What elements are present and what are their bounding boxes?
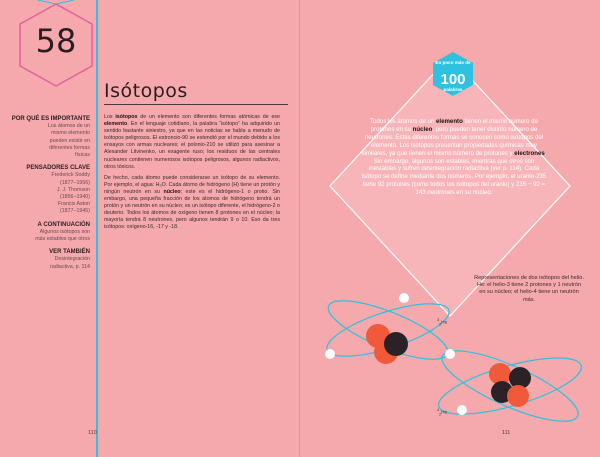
paragraph-2: De hecho, cada átomo puede considerarse un isótopo de su elemento. Por ejemplo, el agua: H₂O. Cada átomo de hidrógeno (H) tiene un protón y ningún neutrón en su núcleo; este es el hidrógeno-1 o protio. Sin embargo, una pequeña fracción de los átomos de hidrógeno tendrá un protón y un neutrón en su núcleo; es un isótopo diferente, el hidrógeno-2 o deuterio. Todos los átomos de oxígeno tienen 8 protones en el núcleo; la mayoría tendrá 8 neutrones, pero algunos tendrán 9 o 10. Eso da tres isótopos: oxígeno-16, -17 y -18. [104,174,280,231]
sidebar-line: Desintegración [54,256,90,263]
proton-icon [507,385,529,407]
electron-icon [325,349,335,359]
sidebar-line: Los átomos de un [47,123,90,130]
electron-icon [445,349,455,359]
sidebar-line: físicas [74,152,90,159]
title-divider [104,104,288,105]
sidebar-line: radiactiva, p. 114 [50,263,90,270]
accent-bar [96,0,98,457]
sidebar-line: Frederick Soddy [51,172,90,179]
neutron-icon [384,332,408,356]
sidebar-line: diferentes formas [49,144,90,151]
page-number-right: 111 [502,430,511,436]
chapter-number: 58 [35,22,77,60]
helium-3-atom [322,289,455,370]
helium-4-atom [433,338,586,435]
electron-icon [457,405,467,415]
badge-bottom-text: palabras [443,87,463,92]
helium-3-label: $^3_2$He [437,318,448,327]
sidebar-line: pueden existir en [49,137,90,144]
sidebar-line: mismo elemento [51,130,90,137]
sidebar-line: Algunos isótopos son [39,228,90,235]
sidebar-heading-thinkers: PENSADORES CLAVE [26,165,90,172]
page-title: Isótopos [104,80,188,102]
badge-number: 100 [440,71,466,88]
sidebar [8,116,90,271]
helium-4-label: $^4_2$He [437,408,448,417]
isotope-illustration [300,0,600,457]
electron-icon [399,293,409,303]
sidebar-line: (1856–1940) [59,194,90,201]
paragraph-1: Los isótopos de un elemento son diferentes formas atómicas de ese elemento. En el lenguaje cotidiano, la palabra “isótopo” ha adquirido un sentido bastante siniestro, ya que en las noticias se habla a menudo de isótopos peligrosos. El estroncio-90 se extendió por el mundo debido a los ensayos con armas nucleares; el polonio-210 se utilizó para asesinar a Alexander Litvinenko, un exagente ruso; los residuos de las centrales nucleares contienen numerosos isótopos peligrosos, algunos radiactivos, otros tóxicos. [104,114,280,170]
article-body [104,114,280,236]
sidebar-line: (1877–1956) [59,179,90,186]
summary-text: Todos los átomos de un elemento tienen el mismo número de protones en su núcleo, pero pueden tener distinto número de neutrones. Estas diferentes formas se conocen como isótopos del elemento. Los isótopos presentan propiedades químicas muy similares, ya que tienen el mismo número de protones y electrones. Sin embargo, algunos son estables, mientras que otros son inestables y sufren desintegración radiactiva (ver p. 114). Cada isótopo se define mediante dos números. Por ejemplo, el uranio-235 tiene 92 protones (como todos los isótopos del uranio) y 235 − 92 = 143 neutrones en su núcleo. [361,118,547,197]
badge-top-text: En poco más de [435,60,471,65]
sidebar-line: más estables que otros [35,236,90,243]
sidebar-heading-see-also: VER TAMBIÉN [49,249,90,256]
sidebar-heading-next: A CONTINUACIÓN [37,221,90,228]
figure-caption: Representaciones de dos isótopos del helio. He: el helio-3 tiene 2 protones y 1 neutrón en su núcleo; el helio-4 tiene un neutrón más. [474,275,584,303]
sidebar-heading-why: POR QUÉ ES IMPORTANTE [11,116,90,122]
sidebar-line: (1877–1945) [59,208,90,215]
page-number-left: 110 [88,430,97,436]
sidebar-line: Francis Aston [57,201,90,208]
sidebar-line: J. J. Thomson [56,186,90,193]
